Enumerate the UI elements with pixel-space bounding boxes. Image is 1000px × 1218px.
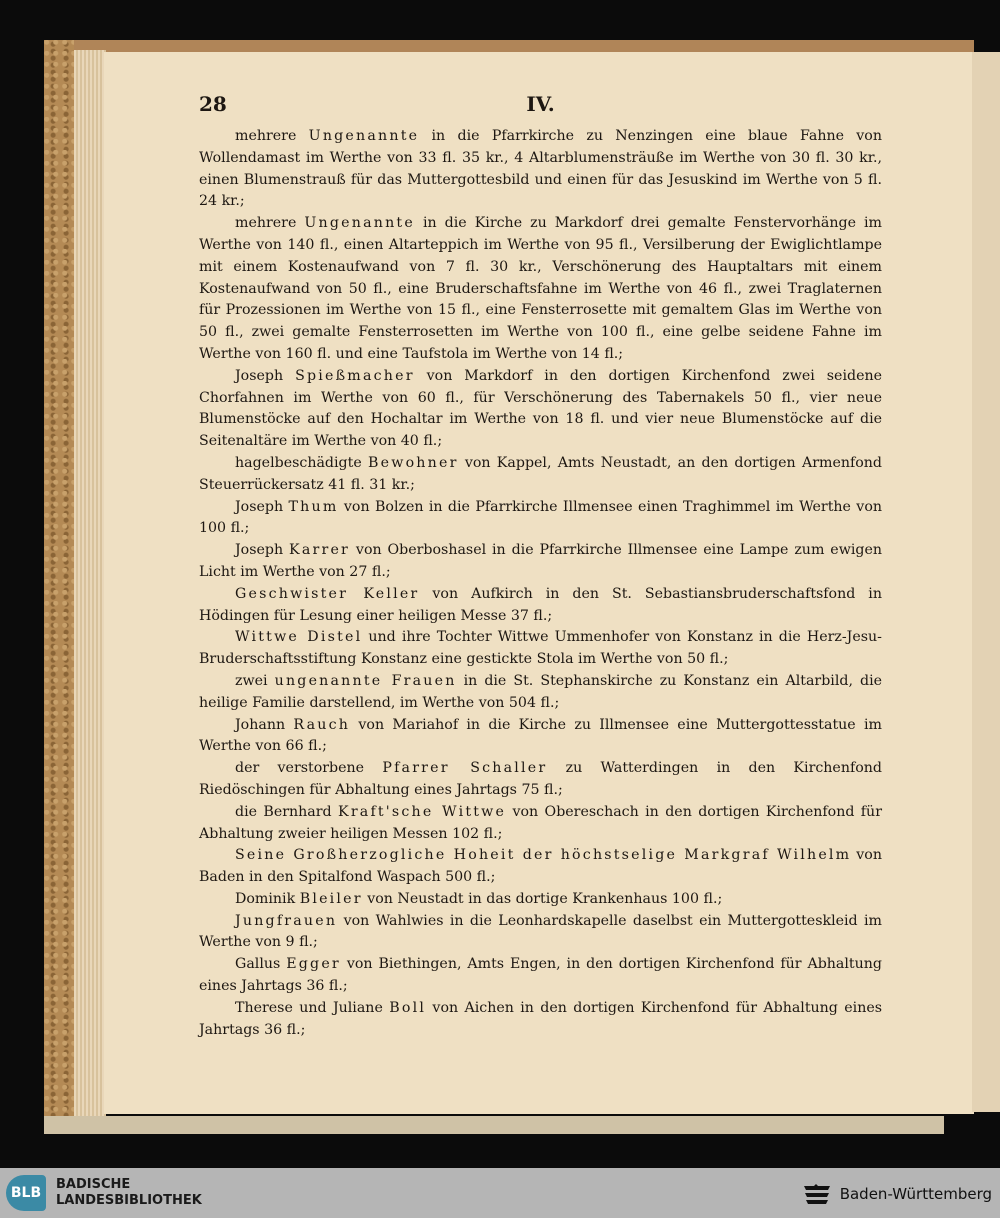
donation-entry <box>199 366 882 453</box>
entry-text: hagelbeschädigte <box>235 454 368 471</box>
blb-logo[interactable]: BLB <box>6 1175 46 1211</box>
donation-entry <box>199 627 882 671</box>
donor-name: Pfarrer Schaller <box>382 760 548 777</box>
chapter-heading: IV. <box>526 92 555 116</box>
donor-name: Ungenannte <box>308 128 420 144</box>
library-name[interactable] <box>56 1177 202 1209</box>
donor-name: Wittwe Distel <box>235 629 363 646</box>
entry-text: von Neustadt in das dortige Krankenhaus 100 fl.; <box>362 890 723 907</box>
binding-board-bottom <box>44 1116 944 1134</box>
entry-text: von Aichen in den dortigen Kirchenfond für Abhaltung eines Jahrtags 36 fl.; <box>199 999 883 1038</box>
donor-name: ungenannte Frauen <box>274 672 457 689</box>
entry-text: von Baden in den Spitalfond Waspach 500 fl.; <box>199 847 882 886</box>
donation-entry <box>199 584 882 628</box>
entry-text: mehrere <box>235 128 309 144</box>
donation-entry <box>199 802 882 846</box>
entry-text: der verstorbene <box>235 760 383 777</box>
state-name: Baden-Württemberg <box>839 1185 992 1203</box>
entry-text: Joseph <box>235 498 289 515</box>
donor-name: Egger <box>286 956 341 973</box>
donation-entry <box>199 671 882 715</box>
entry-text: von Aufkirch in den St. Sebastiansbruderschaftsfond in Hödingen für Lesung einer heiligen Messe 37 fl.; <box>199 585 882 624</box>
entry-text: Joseph <box>235 367 296 384</box>
donor-name: Spießmacher <box>295 367 415 384</box>
donation-entry <box>199 497 882 541</box>
page-header <box>199 92 882 126</box>
entry-text: von Wahlwies in die Leonhardskapelle daselbst ein Muttergotteskleid im Werthe von 9 fl.; <box>199 912 882 951</box>
donor-name: Kraft'sche Wittwe <box>338 803 507 820</box>
entry-text: Joseph <box>235 542 290 559</box>
entry-text: Johann <box>235 716 294 733</box>
entry-text: von Markdorf in den dortigen Kirchenfond zwei seidene Chorfahnen im Werthe von 60 fl., für Verschönerung des Tabernakels 50 fl., vier neue Blumenstöcke auf den Hochaltar im Werthe von 18 fl. und vier neue Blumenstöcke auf die Seitenaltäre im Werthe von 40 fl.; <box>199 367 882 450</box>
donation-entry <box>199 911 882 955</box>
donor-name: Boll <box>389 999 427 1016</box>
page-edges <box>74 50 106 1116</box>
entry-text: von Bolzen in die Pfarrkirche Illmensee einen Traghimmel im Werthe von 100 fl.; <box>199 498 882 537</box>
entry-text: in die Pfarrkirche zu Nenzingen eine blaue Fahne von Wollendamast im Werthe von 33 fl. 35 kr., 4 Altarblumensträuße im Werthe von 30 fl. 30 kr., einen Blumenstrauß für das Muttergottesbild und einen für das Jesuskind im Werthe von 5 fl. 24 kr.; <box>199 128 882 210</box>
page-number: 28 <box>199 92 227 116</box>
donor-name: Bleiler <box>299 890 363 907</box>
entry-text: von Kappel, Amts Neustadt, an den dortigen Armenfond Steuerrückersatz 41 fl. 31 kr.; <box>199 454 882 493</box>
donor-name: Jungfrauen <box>235 912 338 929</box>
lions-crest-icon <box>802 1182 832 1206</box>
donor-name: Thum <box>288 498 339 515</box>
entry-text: zu Watterdingen in den Kirchenfond Riedöschingen für Abhaltung eines Jahrtags 75 fl.; <box>199 760 882 798</box>
state-logo[interactable] <box>802 1182 992 1206</box>
entry-text: und ihre Tochter Wittwe Ummenhofer von Konstanz in die Herz-Jesu-Bruderschaftsstiftung Konstanz eine gestickte Stola im Werthe von 50 fl.; <box>199 629 882 668</box>
entry-text: mehrere <box>235 215 305 232</box>
entry-text: von Oberesсhach in den dortigen Kirchenfond für Abhaltung zweier heiligen Messen 102 fl.; <box>199 803 882 842</box>
entry-text: von Mariahof in die Kirche zu Illmensee eine Muttergottesstatue im Werthe von 66 fl.; <box>199 716 882 755</box>
viewer-footer <box>0 1168 1000 1218</box>
library-name-line1: BADISCHE <box>56 1177 131 1192</box>
donation-entry <box>199 889 882 911</box>
donation-entry <box>199 213 882 366</box>
donor-name: Seine Großherzogliche Hoheit der höchstselige Markgraf Wilhelm <box>235 847 852 864</box>
donation-entry <box>199 540 882 584</box>
donation-entry <box>199 758 882 802</box>
entry-text: Therese und Juliane <box>235 999 390 1016</box>
donation-entry <box>199 954 882 998</box>
binding-board-left <box>44 40 74 1132</box>
donation-list <box>199 126 882 1041</box>
entry-text: von Oberboshasel in die Pfarrkirche Illmensee eine Lampe zum ewigen Licht im Werthe von 27 fl.; <box>199 542 882 580</box>
donor-name: Geschwister Keller <box>235 585 420 602</box>
donation-entry <box>199 715 882 759</box>
donor-name: Rauch <box>293 716 351 733</box>
entry-text: zwei <box>235 672 275 689</box>
entry-text: die Bernhard <box>235 803 339 820</box>
entry-text: Gallus <box>235 956 287 973</box>
page-text <box>199 92 883 1038</box>
entry-text: in die St. Stephanskirche zu Konstanz ein Altarbild, die heilige Familie darstellend, im Werthe von 504 fl.; <box>199 672 883 711</box>
donation-entry <box>199 453 882 497</box>
donor-name: Ungenannte <box>304 215 415 232</box>
facing-page-edge <box>972 52 1000 1112</box>
donor-name: Karrer <box>289 542 351 559</box>
entry-text: Dominik <box>235 890 300 907</box>
donor-name: Bewohner <box>368 454 459 471</box>
entry-text: in die Kirche zu Markdorf drei gemalte Fenstervorhänge im Werthe von 140 fl., einen Altarteppich im Werthe von 95 fl., Versilberung der Ewiglichtlampe mit einem Kostenaufwand von 7 fl. 30 kr., Verschönerung des Hauptaltars mit einem Kostenaufwand von 50 fl., eine Bruderschaftsfahne im Werthe von 46 fl., zwei Traglaternen für Prozessionen im Werthe von 15 fl., eine Fensterrosette mit gemaltem Glas im Werthe von 50 fl., zwei gemalte Fensterrosetten im Werthe von 100 fl., eine gelbe seidene Fahne im Werthe von 160 fl. und eine Taufstola im Werthe von 14 fl.; <box>199 215 882 362</box>
donation-entry <box>199 998 882 1042</box>
donation-entry <box>199 126 882 213</box>
donation-entry <box>199 845 882 889</box>
library-name-line2: LANDESBIBLIOTHEK <box>56 1193 202 1208</box>
entry-text: von Biethingen, Amts Engen, in den dortigen Kirchenfond für Abhaltung eines Jahrtags 36 fl.; <box>199 956 882 995</box>
